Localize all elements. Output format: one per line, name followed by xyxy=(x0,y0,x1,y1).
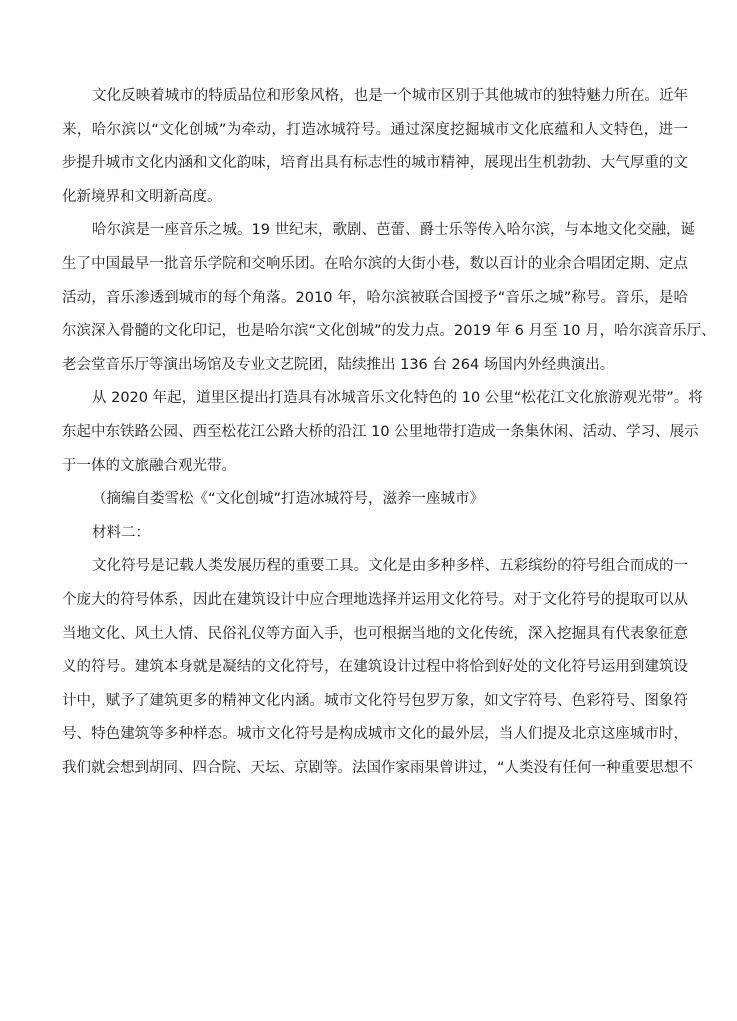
text-line: 个庞大的符号体系，因此在建筑设计中应合理地选择并运用文化符号。对于文化符号的提取可以从 xyxy=(62,591,688,608)
source-note xyxy=(62,483,688,517)
text-line: 当地文化、风土人情、民俗礼仪等方面入手，也可根据当地的文化传统，深入挖掘具有代表象征意 xyxy=(62,625,688,642)
text-line: 文化符号是记载人类发展历程的重要工具。文化是由多种多样、五彩缤纷的符号组合而成的一 xyxy=(92,558,688,575)
text-line: 义的符号。建筑本身就是凝结的文化符号，在建筑设计过程中将恰到好处的文化符号运用到建筑设 xyxy=(62,659,688,676)
text-line: 材料二： xyxy=(92,524,150,541)
text-line: 于一体的文旅融合观光带。 xyxy=(62,457,236,474)
text-line: 老会堂音乐厅等演出场馆及专业文艺院团，陆续推出 136 台 264 场国内外经典演出。 xyxy=(62,356,615,373)
text-line: 化新境界和文明新高度。 xyxy=(62,188,222,205)
paragraph xyxy=(62,382,703,483)
text-line: 我们就会想到胡同、四合院、天坛、京剧等。法国作家雨果曾讲过，“人类没有任何一种重要思想不 xyxy=(62,759,694,776)
text-line: 东起中东铁路公园、西至松花江公路大桥的沿江 10 公里地带打造成一条集休闲、活动、学习、展示 xyxy=(62,423,699,440)
section-heading xyxy=(62,517,688,551)
paragraph xyxy=(62,214,716,382)
text-line: 文化反映着城市的特质品位和形象风格，也是一个城市区别于其他城市的独特魅力所在。近年 xyxy=(92,88,688,104)
text-line: 从 2020 年起，道里区提出打造具有冰城音乐文化特色的 10 公里“松花江文化旅游观光带”。将 xyxy=(92,390,703,407)
text-line: 步提升城市文化内涵和文化韵味，培育出具有标志性的城市精神，展现出生机勃勃、大气厚重的文 xyxy=(62,155,688,172)
document-body xyxy=(62,80,716,785)
text-line: （摘编自娄雪松《“文化创城”打造冰城符号，滋养一座城市》 xyxy=(92,491,485,508)
text-line: 生了中国最早一批音乐学院和交响乐团。在哈尔滨的大街小巷，数以百计的业余合唱团定期、定点 xyxy=(62,255,688,272)
text-line: 尔滨深入骨髓的文化印记，也是哈尔滨“文化创城”的发力点。2019 年 6 月至 10 月，哈尔滨音乐厅、 xyxy=(62,323,716,340)
text-line: 来，哈尔滨以“文化创城”为牵动，打造冰城符号。通过深度挖掘城市文化底蕴和人文特色，进一 xyxy=(62,121,688,138)
text-line: 计中，赋予了建筑更多的精神文化内涵。城市文化符号包罗万象，如文字符号、色彩符号、图象符 xyxy=(62,692,688,709)
text-line: 活动，音乐渗透到城市的每个角落。2010 年，哈尔滨被联合国授予“音乐之城”称号。音乐，是哈 xyxy=(62,289,688,306)
paragraph xyxy=(62,80,688,214)
text-line: 哈尔滨是一座音乐之城。19 世纪末，歌剧、芭蕾、爵士乐等传入哈尔滨，与本地文化交融，诞 xyxy=(92,222,696,239)
paragraph xyxy=(62,550,694,785)
text-line: 号、特色建筑等多种样态。城市文化符号是构成城市文化的最外层，当人们提及北京这座城市时， xyxy=(62,726,688,743)
